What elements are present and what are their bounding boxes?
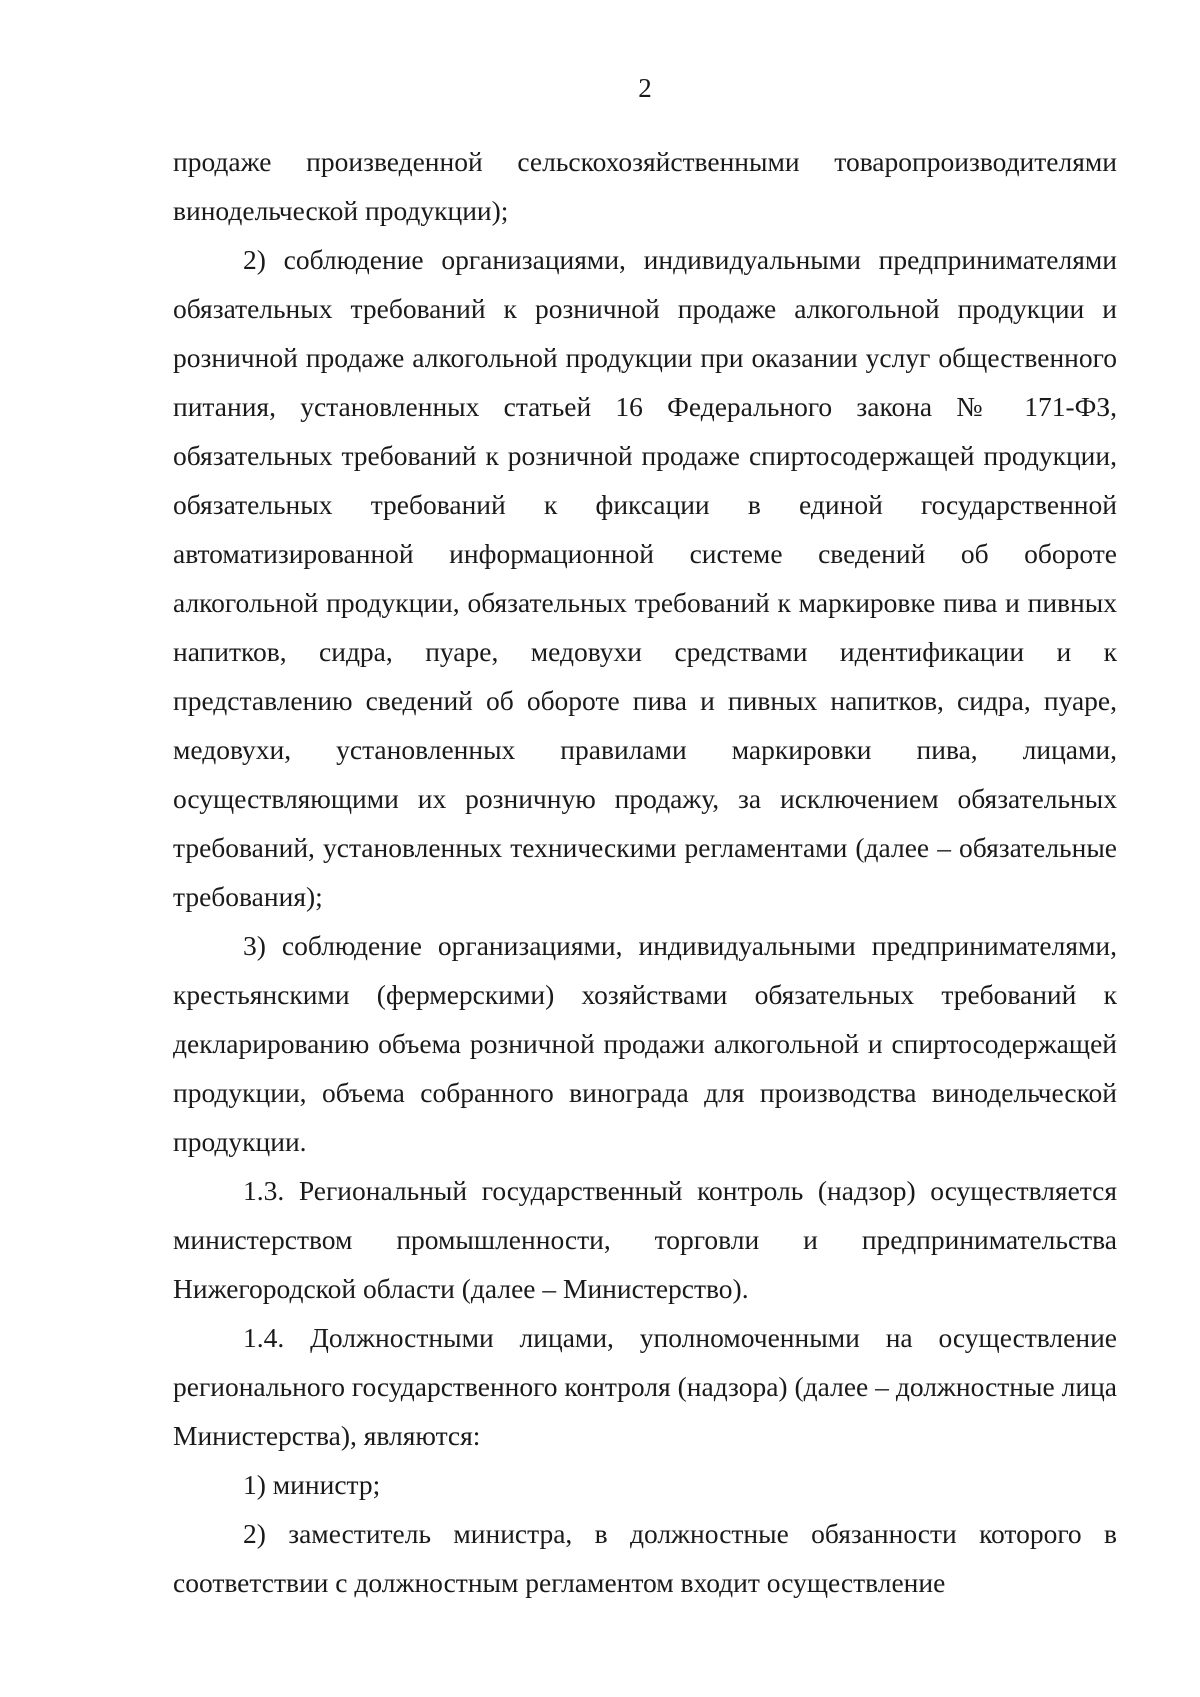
document-body: [173, 137, 1117, 1607]
paragraph-item-2: 2) соблюдение организациями, индивидуальными предпринимателями обязательных требований к розничной продаже алкогольной продукции и розничной продаже алкогольной продукции при оказании услуг общественного питания, установленных статьей 16 Федерального закона № 171-ФЗ, обязательных требований к розничной продаже спиртосодержащей продукции, обязательных требований к фиксации в единой государственной автоматизированной информационной системе сведений об обороте алкогольной продукции, обязательных требований к маркировке пива и пивных напитков, сидра, пуаре, медовухи средствами идентификации и к представлению сведений об обороте пива и пивных напитков, сидра, пуаре, медовухи, установленных правилами маркировки пива, лицами, осуществляющими их розничную продажу, за исключением обязательных требований, установленных техническими регламентами (далее – обязательные требования);: [173, 244, 1117, 912]
paragraph-section-1-3: 1.3. Региональный государственный контроль (надзор) осуществляется министерством промышленности, торговли и предпринимательства Нижегородской области (далее – Министерство).: [173, 1175, 1117, 1304]
page-number: 2: [638, 73, 652, 103]
list-item-minister: 1) министр;: [243, 1469, 381, 1500]
paragraph-continuation: продаже произведенной сельскохозяйственными товаропроизводителями винодельческой продукции);: [173, 146, 1117, 226]
list-item-deputy-minister: 2) заместитель министра, в должностные обязанности которого в соответствии с должностным регламентом входит осуществление: [173, 1518, 1117, 1598]
paragraph-item-3: 3) соблюдение организациями, индивидуальными предпринимателями, крестьянскими (фермерскими) хозяйствами обязательных требований к декларированию объема розничной продажи алкогольной и спиртосодержащей продукции, объема собранного винограда для производства винодельческой продукции.: [173, 930, 1117, 1157]
paragraph-section-1-4: 1.4. Должностными лицами, уполномоченными на осуществление регионального государственного контроля (надзора) (далее – должностные лица Министерства), являются:: [173, 1322, 1117, 1451]
